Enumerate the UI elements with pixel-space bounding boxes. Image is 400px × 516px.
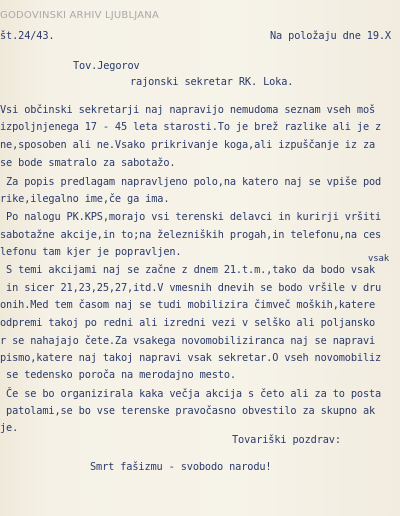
addressee-name: Tov.Jegorov: [73, 60, 140, 72]
body-line: Po nalogu PK.KPS,morajo vsi terenski delavci in kurirji vršiti: [0, 211, 382, 223]
body-line: Za popis predlagam napravljeno polo,na katero naj se vpiše pod: [0, 176, 382, 188]
marginal-note: vsak: [368, 254, 390, 264]
body-line: ne,sposoben ali ne.Vsako prikrivanje koga,ali izpuščanje iz za: [0, 139, 376, 151]
body-line: Če se bo organizirala kaka večja akcija s četo ali za to posta: [0, 388, 382, 400]
body-line: izpoljnjenega 17 - 45 leta starosti.To je brež razlike ali je z: [0, 121, 382, 133]
body-line: je.: [0, 422, 19, 434]
reference-number: št.24/43.: [0, 30, 55, 42]
body-line: onih.Med tem časom naj se tudi mobilizira čimveč moških,katere: [0, 299, 376, 311]
body-line: sabotažne akcije,in to;na železniških progah,in telefonu,na ces: [0, 229, 382, 241]
archive-stamp: GODOVINSKI ARHIV LJUBLJANA: [0, 10, 160, 21]
body-line: odpremi takoj po redni ali izredni vezi v selško ali poljansko: [0, 317, 376, 329]
body-line: patolami,se bo vse terenske pravočasno obvestilo za skupno ak: [0, 405, 376, 417]
addressee-title: rajonski sekretar RK. Loka.: [130, 76, 294, 88]
closing-greeting: Tovariški pozdrav:: [232, 434, 341, 446]
body-line: se bode smatralo za sabotažo.: [0, 157, 176, 169]
body-line: r se nahajajo čete.Za vsakega novomobiliziranca naj se napravi: [0, 335, 376, 347]
body-line: lefonu tam kjer je popravljen.: [0, 246, 182, 258]
body-line: pismo,katere naj takoj napravi vsak sekretar.O vseh novomobiliz: [0, 352, 382, 364]
body-line: in sicer 21,23,25,27,itd.V vmesnih dnevih se bodo vršile v dru: [0, 282, 382, 294]
body-line: Vsi občinski sekretarji naj napravijo nemudoma seznam vseh moš: [0, 104, 376, 116]
body-line: rike,ilegalno ime,če ga ima.: [0, 193, 170, 205]
date-line: Na položaju dne 19.X: [270, 30, 391, 42]
closing-slogan: Smrt fašizmu - svobodo narodu!: [90, 461, 272, 473]
body-line: S temi akcijami naj se začne z dnem 21.t.m.,tako da bodo vsak: [0, 264, 376, 276]
body-line: se tedensko poroča na merodajno mesto.: [0, 369, 236, 381]
